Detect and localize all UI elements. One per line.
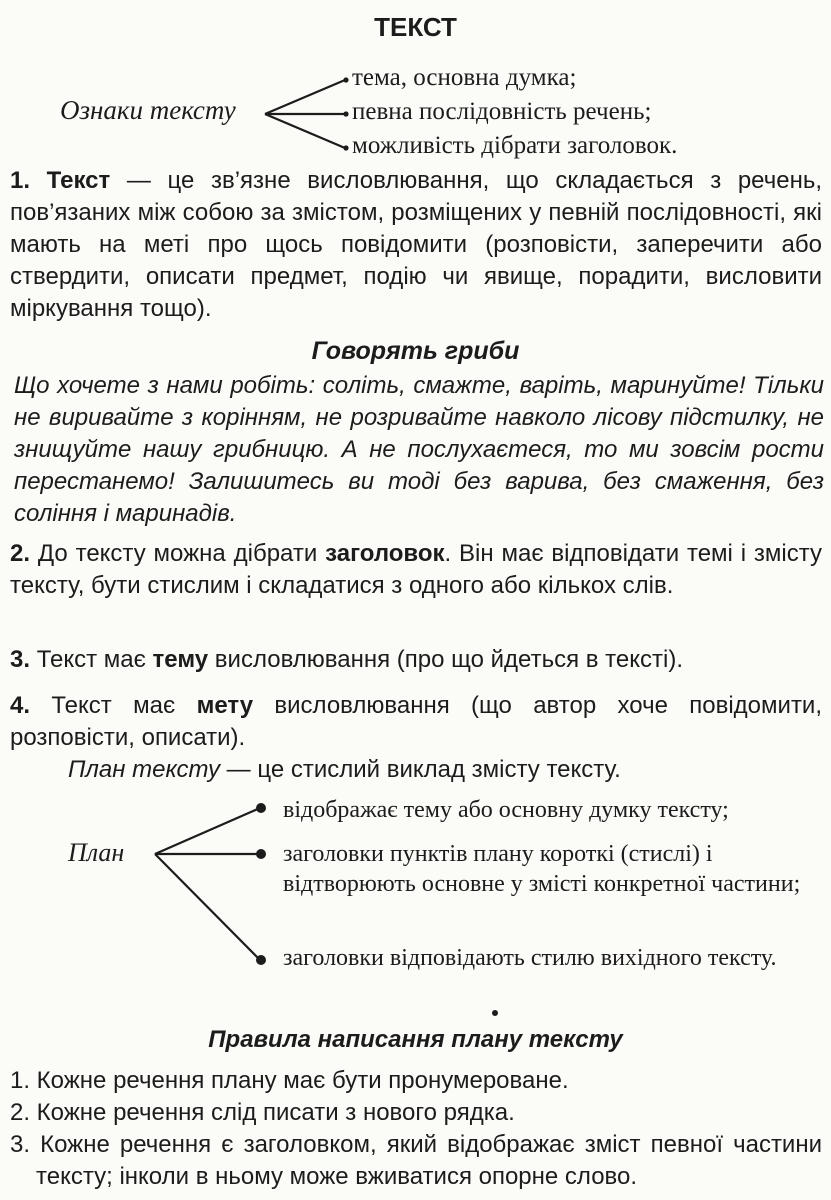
paragraph-number: 1. [10, 167, 31, 194]
rules-item: 1. Кожне речення плану має бути пронумероване. [10, 1067, 569, 1094]
term-text: мету [196, 692, 254, 719]
dot-mark [492, 1010, 498, 1016]
feature-item: можливість дібрати заголовок. [352, 132, 678, 159]
plan-label: План [68, 838, 125, 867]
paragraph-number: 2. [10, 540, 31, 567]
paragraph-number: 3. [10, 646, 31, 673]
paragraph-text: Текст має [36, 646, 153, 673]
rules-item: 3. Кожне речення є заголовком, який відображає зміст певної частини тексту; інколи в ньому може вживатися опорне слово. [10, 1131, 822, 1190]
paragraph-text: висловлювання (про що йдеться в тексті). [208, 646, 683, 673]
story-title: Говорять гриби [311, 337, 520, 365]
rules-title: Правила написання плану тексту [208, 1026, 623, 1053]
paragraph-text: Текст має [51, 692, 197, 719]
paragraph-1 [10, 165, 822, 325]
features-label: Ознаки тексту [60, 95, 236, 125]
feature-item: певна послідовність речень; [352, 98, 652, 125]
plan-item: відображає тему або основну думку тексту; [283, 797, 729, 823]
paragraph-text: — це зв’язне висловлювання, що складається з речень, пов’язаних між собою за змістом, розміщених у певній послідовності, які мають на меті про щось повідомити (розповісти, заперечити або ствердити, описати предмет, подію чи явище, порадити, висловити міркування тощо). [10, 167, 822, 322]
paragraph-text: — це стислий виклад змісту тексту. [220, 756, 621, 783]
term-text: План тексту [68, 756, 221, 783]
paragraph-text: До тексту можна дібрати [37, 540, 326, 567]
plan-item: заголовки пунктів плану короткі (стислі) і відтворюють основне у змісті конкретної частини; [283, 841, 801, 897]
term-text: тему [152, 646, 209, 673]
rules-item: 2. Кожне речення слід писати з нового рядка. [10, 1099, 515, 1126]
paragraph-text: висловлювання (що автор хоче повідомити, розповісти, описати). [10, 692, 823, 751]
paragraph-3 [10, 644, 822, 676]
story-text: Що хочете з нами робіть: соліть, смажте, варіть, маринуйте! Тільки не виривайте з корінням, не розривайте навколо лісову підстилку, не знищуйте нашу грибницю. А не послухаєтеся, то ми зовсім рости перестанемо! Залишитесь ви тоді без варива, без смаження, без соління і маринадів. [14, 372, 824, 527]
paragraph-4 [10, 690, 822, 754]
term-text: заголовок [325, 540, 445, 567]
term-text: Текст [46, 167, 111, 194]
paragraph-text: . Він має відповідати темі і змісту тексту, бути стислим і складатися з одного або кількох слів. [10, 540, 823, 599]
feature-item: тема, основна думка; [352, 64, 577, 91]
plan-item: заголовки відповідають стилю вихідного тексту. [283, 945, 777, 971]
paragraph-2 [10, 538, 822, 602]
paragraph-number: 4. [10, 692, 31, 719]
page-title: ТЕКСТ [374, 12, 457, 42]
